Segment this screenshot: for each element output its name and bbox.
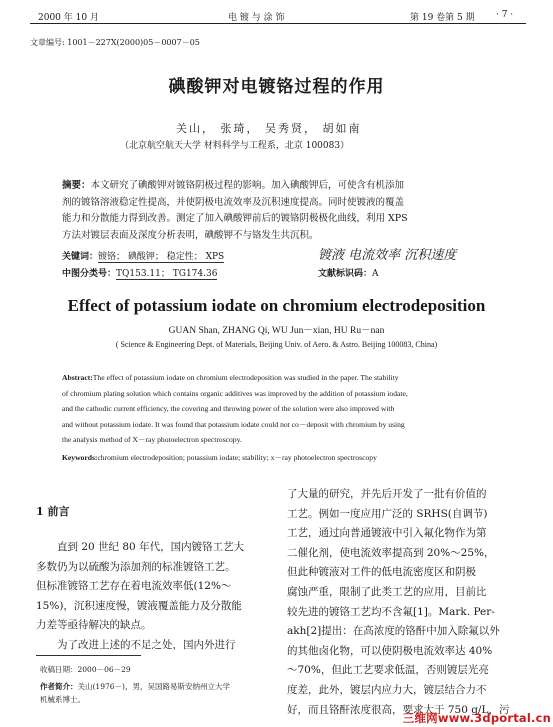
right-line-2: 工艺。例如一度应用广泛的 SRHS(自调节) [287,507,488,520]
clc-line [62,266,217,279]
abstract-en-line-1: Abstract:The effect of potassium iodate on chromium electrodeposition was studied in the paper. The stability [62,373,399,382]
abstract-cn-line-1: 摘要：本文研究了碘酸钾对镀铬阴极过程的影响。加入碘酸钾后，可使含有机添加 [62,180,405,191]
right-line-9: 的其他卤化物，可以使阴极电流效率达 40% [287,644,493,657]
right-line-1: 了大量的研究，并先后开发了一批有价值的 [287,488,487,500]
clc-label: 中图分类号： [62,269,117,279]
right-line-12: 好，而且铬酐浓度很高，要求大于 750 g/L，污 [287,703,510,716]
keywords-cn [62,249,224,262]
right-line-5: 但此种镀液对工件的低电流密度区和阴极 [287,566,476,579]
right-line-7: 较先进的镀铬工艺均不含氟[1]。Mark. Per- [287,605,495,618]
left-line-5: 力差等亟待解决的缺点。 [36,619,152,632]
left-column-body [36,538,274,656]
right-line-6: 腐蚀严重，限制了此类工艺的应用，目前比 [287,585,487,598]
abstract-en [62,370,530,448]
header-rule [30,23,526,24]
abstract-cn-line-2: 剂的镀铬溶液稳定性提高，并使阴极电流效率及沉积速度提高。同时使镀液的覆盖 [62,196,405,208]
clc-value: TQ153.11； TG174.36 [116,269,218,279]
left-line-3: 但标准镀铬工艺存在着电流效率低(12%～ [36,580,232,593]
doc-code [318,266,379,279]
abstract-en-line-5: the analysis method of X－ray photoelectron spectroscopy. [62,435,242,444]
doc-code-label: 文献标识码： [318,269,373,279]
right-line-8: akh[2]提出：在高浓度的铬酐中加入除氟以外 [287,625,500,638]
title-en: Effect of potassium iodate on chromium electrodeposition [67,296,486,315]
article-number: 文章编号: 1001－227X(2000)05－0007－05 [30,38,200,47]
abstract-cn-line-4: 方法对镀层表面及深度分析表明，碘酸钾不与铬发生共沉积。 [62,229,319,241]
watermark-text: 三维网www.3dportal.cn [402,711,551,725]
left-line-2: 多数仍为以硫酸为添加剂的标准镀铬工艺。 [36,560,236,573]
header-page: · 7 · [496,10,514,20]
handwritten-annotation: 镀液 电流效率 沉积速度 [318,248,457,263]
right-line-4: 二催化剂，使电流效率提高到 20%～25%， [287,546,495,559]
keywords-cn-label: 关键词： [62,252,99,262]
affiliation-en: ( Science & Engineering Dept. of Materials, Beijing Univ. of Aero. & Astro. Beijing 100083, China) [115,340,438,349]
abstract-cn [62,178,527,244]
header-journal: 电 镀 与 涂 饰 [228,13,285,23]
right-line-10: ～70%，但此工艺要求低温，否则镀层光亮 [287,664,489,677]
keywords-en-text: chromium electrodeposition; potassium iodate; stability; x－ray photoelectron spectroscopy [97,453,377,462]
footnote-author: 作者简介：关山(1976－)，男，吴国路易斯安纳州立大学 [40,682,230,691]
header-issue: 第 19 卷第 5 期 [410,13,475,23]
right-column-body [287,485,527,720]
keywords-en-label: Keywords: [62,453,98,462]
abstract-en-line-2: of chromium plating solution which contains organic additives was improved by the addition of potassium iodate, [62,388,408,398]
abstract-cn-line-3: 能力和分散能力得到改善。测定了加入碘酸钾前后的镀铬阴极极化曲线，利用 XPS [62,213,408,224]
section-heading: 1 前言 [36,505,70,518]
right-line-3: 工艺，通过向普通镀液中引入氟化物作为第 [287,527,487,540]
abstract-en-label: Abstract: [62,373,93,382]
left-line-4: 15%)，沉积速度慢，镀液覆盖能力及分散能 [36,599,242,612]
footnote-author-label: 作者简介： [40,682,78,691]
keywords-en [62,452,377,463]
left-line-6: 为了改进上述的不足之处，国内外进行 [57,638,236,651]
keywords-cn-items: 镀铬； 碘酸钾； 稳定性； XPS [98,252,225,262]
footnote-rule [36,655,141,656]
footnote-received: 收稿日期：2000－06－29 [40,665,131,674]
title-cn: 碘酸钾对电镀铬过程的作用 [168,77,385,97]
header-date: 2000 年 10 月 [38,13,99,23]
abstract-cn-label: 摘要： [62,180,91,191]
authors-en: GUAN Shan, ZHANG Qi, WU Jun－xian, HU Ru－nan [168,326,385,336]
abstract-en-line-4: and without potassium iodate. It was found that potassium iodate could not co－deposit with chromium by using [62,419,405,429]
abstract-en-line-3: and the cathodic current efficiency, the covering and throwing power of the solution were also improved with [62,404,395,413]
footnote-author-cont: 机械系博士。 [40,695,85,704]
authors-cn: 关山， 张琦， 吴秀贤， 胡如南 [176,122,362,135]
right-line-11: 度差，此外，镀层内应力大，镀层结合力不 [287,683,487,696]
doc-code-value: A [372,269,379,279]
affiliation-cn: （北京航空航天大学 材料科学与工程系，北京 100083） [120,141,350,151]
left-line-1: 直到 20 世纪 80 年代，国内镀铬工艺大 [57,541,245,553]
